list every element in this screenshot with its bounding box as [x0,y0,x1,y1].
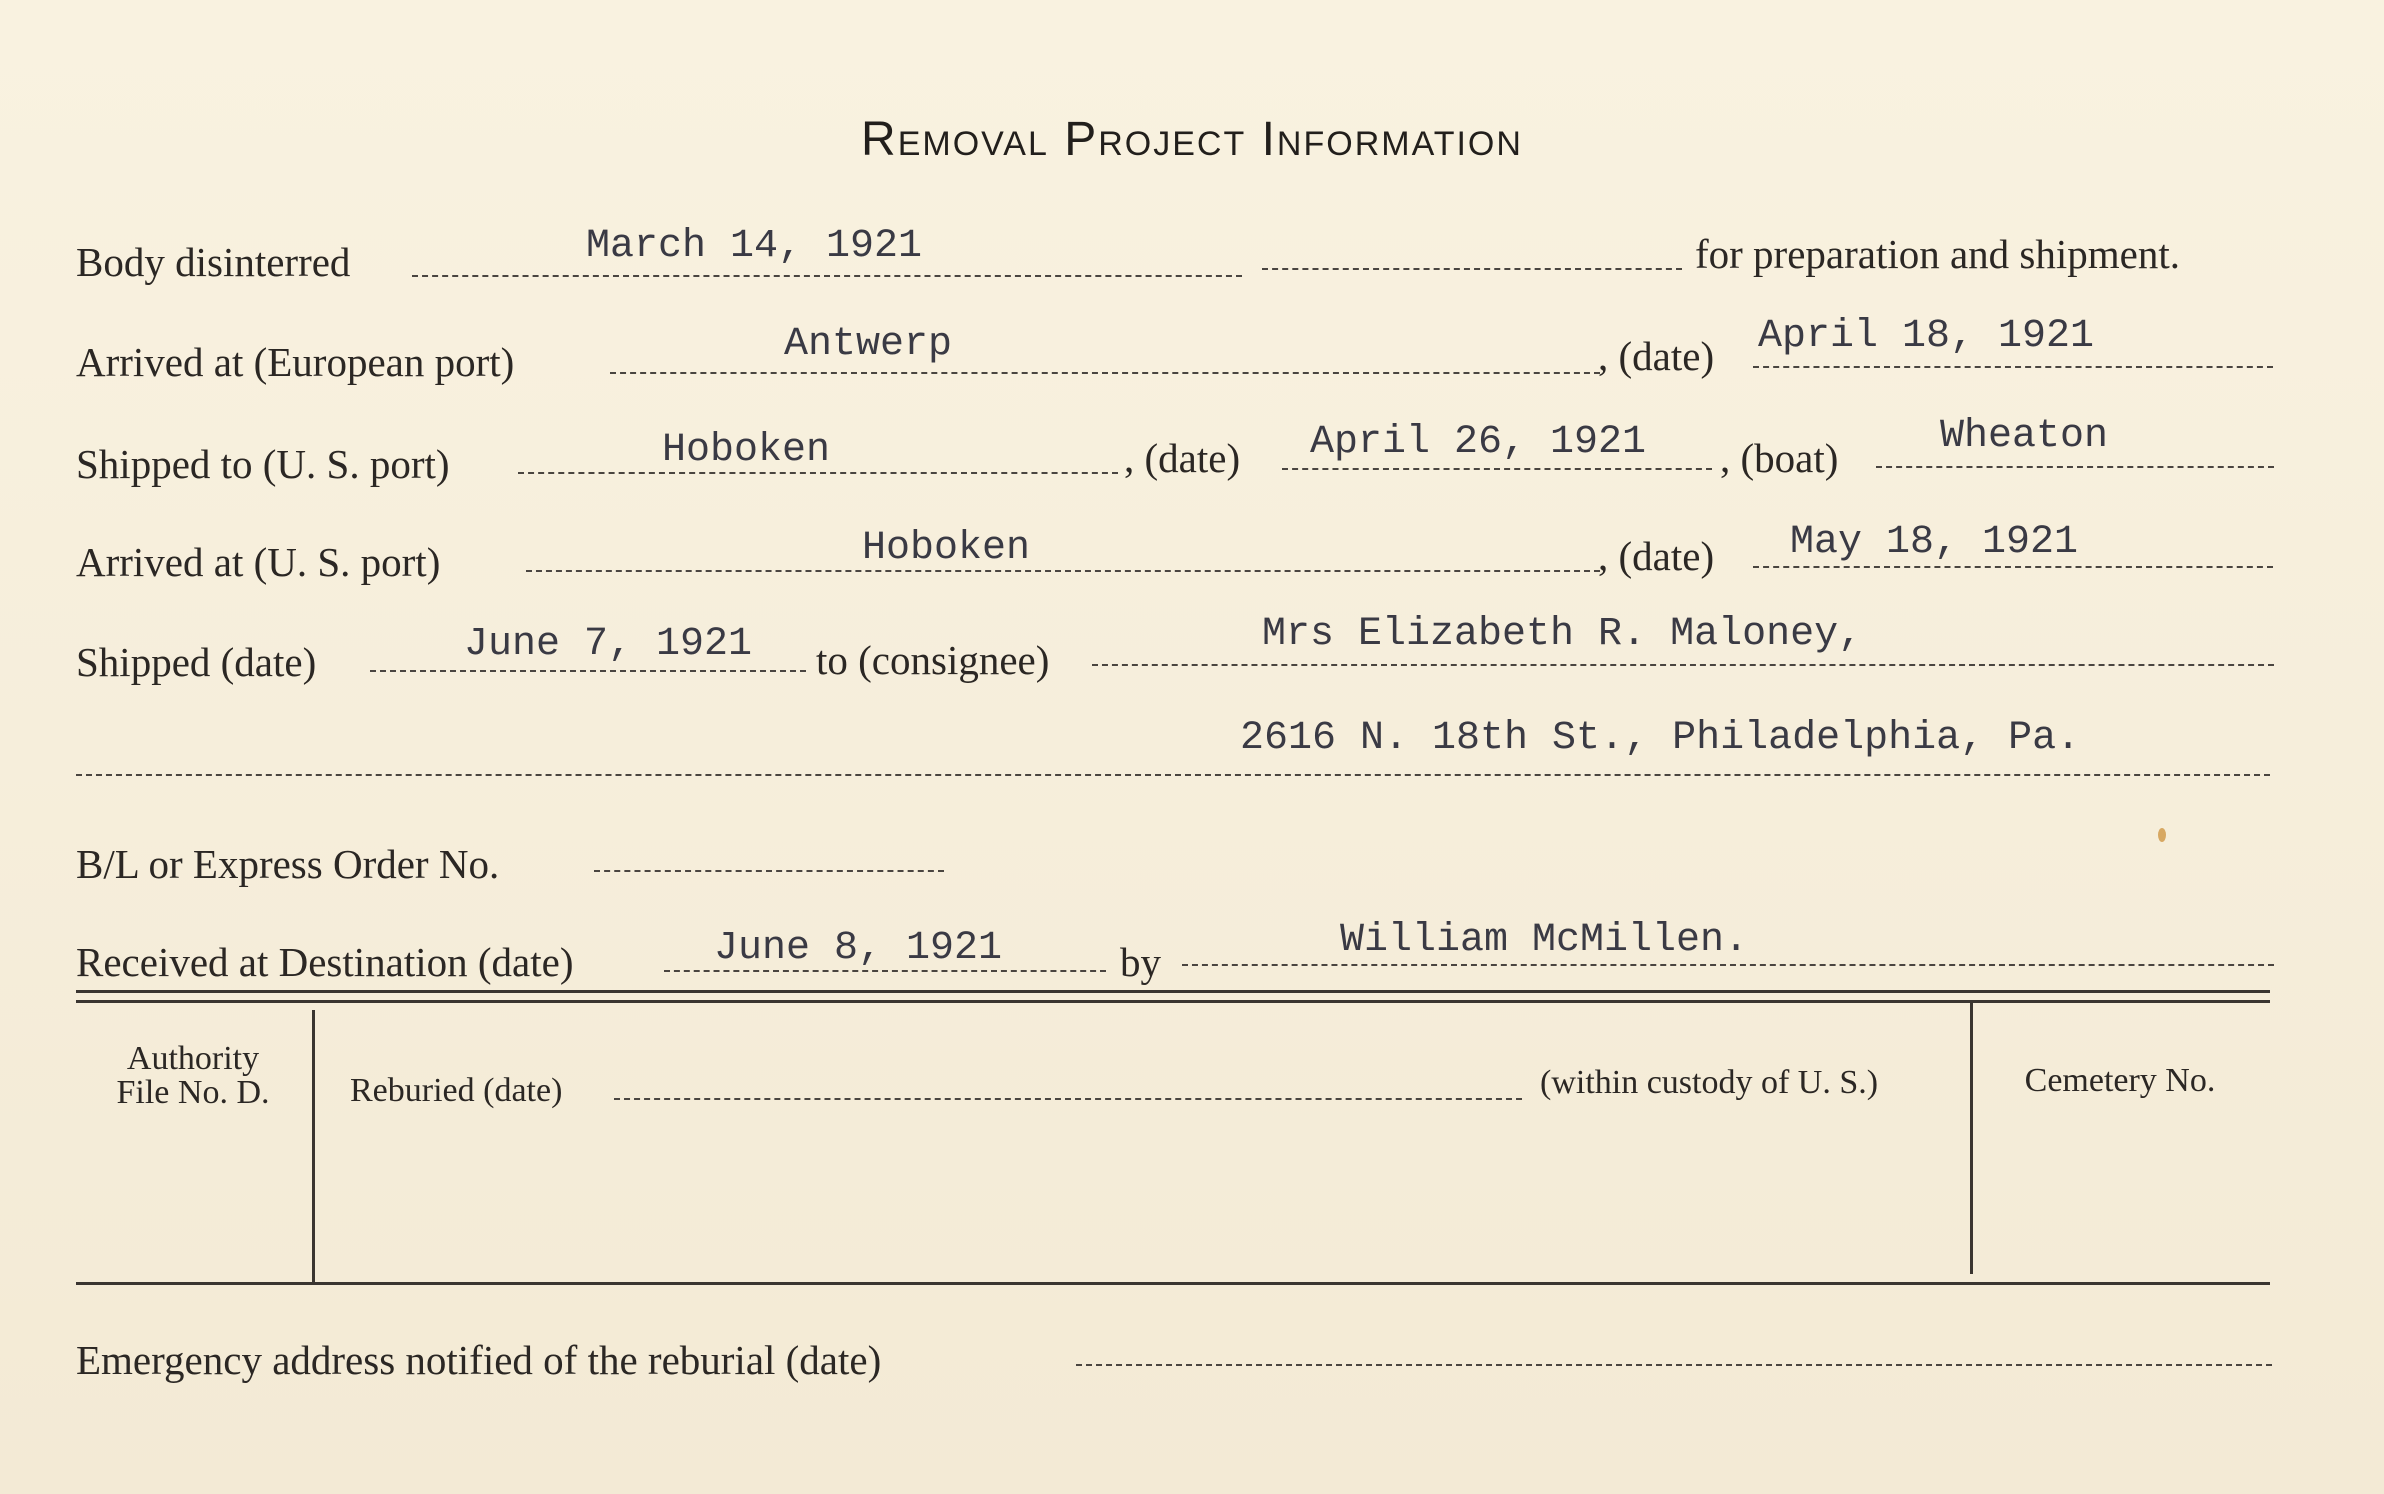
received-date: June 8, 1921 [714,926,1003,971]
shipped-to-date-line [1282,468,1712,470]
paper-stain [2158,828,2166,842]
boat-label: , (boat) [1720,435,1839,481]
consignee-line [1092,664,2274,666]
european-port-date-label: , (date) [1598,333,1715,379]
authority-label-line1: Authority [126,1040,260,1077]
shipped-date-label: Shipped (date) [76,639,317,685]
box-top-rule-2 [76,1000,2270,1003]
disinterred-date: March 14, 1921 [586,224,923,269]
box-top-rule-1 [76,990,2270,993]
received-by: William McMillen. [1340,918,1749,963]
emergency-label: Emergency address notified of the reburial (date) [76,1337,882,1383]
consignee-name: Mrs Elizabeth R. Maloney, [1262,612,1863,657]
consignee-address: 2616 N. 18th St., Philadelphia, Pa. [1240,716,2081,761]
custody-label: (within custody of U. S.) [1540,1064,1879,1101]
disinterred-suffix: for preparation and shipment. [1695,231,2181,277]
shipped-date-line [370,670,806,672]
arrived-us-line [526,570,1600,572]
received-by-label: by [1120,939,1161,985]
consignee-label: to (consignee) [816,637,1050,683]
shipped-to-port: Hoboken [662,428,831,473]
received-by-line [1182,964,2274,966]
box-bottom-rule [76,1282,2270,1285]
authority-label-line2: File No. D. [116,1074,270,1111]
disinterred-line-2 [1262,268,1682,270]
arrived-us-date: May 18, 1921 [1790,520,2079,565]
arrived-us-port: Hoboken [862,526,1031,571]
box-divider-left [312,1010,315,1282]
arrived-us-label: Arrived at (U. S. port) [76,539,441,585]
boat-line [1876,466,2274,468]
european-port-label: Arrived at (European port) [76,339,515,385]
shipped-to-date-label: , (date) [1124,435,1241,481]
cemetery-label: Cemetery No. [2024,1062,2216,1099]
address-line [76,774,2270,776]
disinterred-line [412,275,1242,277]
received-label: Received at Destination (date) [76,939,574,985]
shipped-to-label: Shipped to (U. S. port) [76,441,450,487]
bl-line [594,870,944,872]
shipped-date: June 7, 1921 [464,622,753,667]
arrived-us-date-label: , (date) [1598,533,1715,579]
european-port-value: Antwerp [784,322,953,367]
disinterred-label: Body disinterred [76,239,351,285]
emergency-line [1076,1364,2272,1366]
european-port-date: April 18, 1921 [1758,314,2095,359]
arrived-us-date-line [1753,566,2273,568]
european-date-line [1753,366,2273,368]
card-title: Removal Project Information [861,113,1523,166]
reburied-label: Reburied (date) [350,1072,563,1109]
boat-name: Wheaton [1940,414,2109,459]
reburied-line [614,1098,1522,1100]
box-divider-right [1970,1000,1973,1274]
bl-label: B/L or Express Order No. [76,841,500,887]
european-port-line [610,372,1600,374]
shipped-to-date: April 26, 1921 [1310,420,1647,465]
